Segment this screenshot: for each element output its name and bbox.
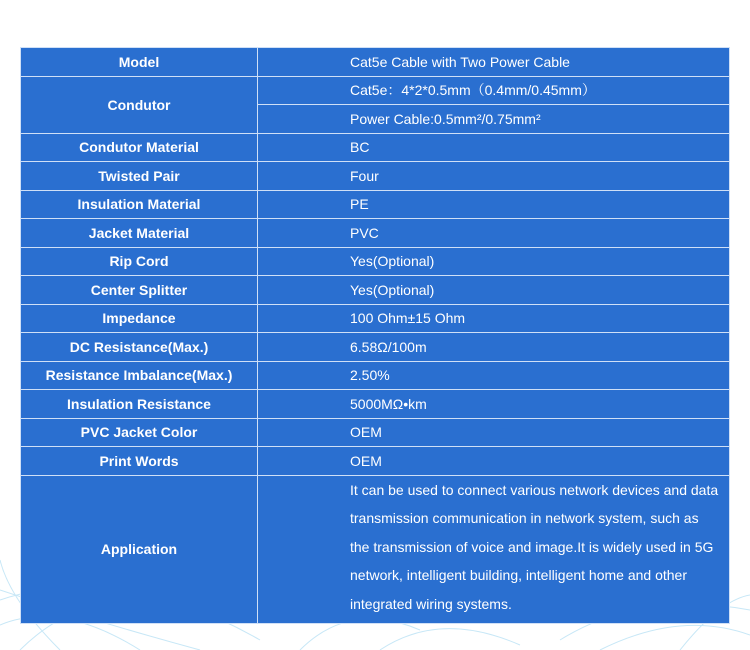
spec-table — [20, 47, 730, 624]
table-row — [21, 475, 730, 624]
spec-label: Rip Cord — [21, 247, 258, 276]
spec-value: 2.50% — [258, 361, 730, 390]
table-row — [21, 333, 730, 362]
spec-value: Cat5e：4*2*0.5mm（0.4mm/0.45mm） — [258, 76, 730, 105]
spec-value: PVC — [258, 219, 730, 248]
table-row — [21, 418, 730, 447]
spec-value: Yes(Optional) — [258, 276, 730, 305]
table-row — [21, 447, 730, 476]
spec-label: DC Resistance(Max.) — [21, 333, 258, 362]
table-row — [21, 48, 730, 77]
spec-label: Insulation Material — [21, 190, 258, 219]
spec-label: Condutor Material — [21, 133, 258, 162]
spec-label: Model — [21, 48, 258, 77]
spec-label: Application — [21, 475, 258, 624]
spec-label: Condutor — [21, 76, 258, 133]
spec-value: PE — [258, 190, 730, 219]
spec-value: 5000MΩ•km — [258, 390, 730, 419]
spec-value: It can be used to connect various network devices and data transmission communication in network system, such as the transmission of voice and image.It is widely used in 5G network, intelligent building, intelligent home and other integrated wiring systems. — [258, 475, 730, 624]
table-row — [21, 390, 730, 419]
spec-value: 100 Ohm±15 Ohm — [258, 304, 730, 333]
spec-value: Four — [258, 162, 730, 191]
table-row — [21, 361, 730, 390]
table-row — [21, 304, 730, 333]
table-row — [21, 190, 730, 219]
spec-label: Print Words — [21, 447, 258, 476]
table-row — [21, 219, 730, 248]
spec-value: 6.58Ω/100m — [258, 333, 730, 362]
table-row — [21, 76, 730, 105]
spec-value: Yes(Optional) — [258, 247, 730, 276]
spec-value: OEM — [258, 447, 730, 476]
spec-label: Twisted Pair — [21, 162, 258, 191]
spec-value: BC — [258, 133, 730, 162]
table-row — [21, 133, 730, 162]
table-row — [21, 162, 730, 191]
spec-value: Cat5e Cable with Two Power Cable — [258, 48, 730, 77]
spec-label: Center Splitter — [21, 276, 258, 305]
spec-value: Power Cable:0.5mm²/0.75mm² — [258, 105, 730, 134]
spec-label: Jacket Material — [21, 219, 258, 248]
table-row — [21, 276, 730, 305]
spec-label: Insulation Resistance — [21, 390, 258, 419]
spec-label: Impedance — [21, 304, 258, 333]
spec-label: PVC Jacket Color — [21, 418, 258, 447]
spec-label: Resistance Imbalance(Max.) — [21, 361, 258, 390]
spec-value: OEM — [258, 418, 730, 447]
table-row — [21, 247, 730, 276]
